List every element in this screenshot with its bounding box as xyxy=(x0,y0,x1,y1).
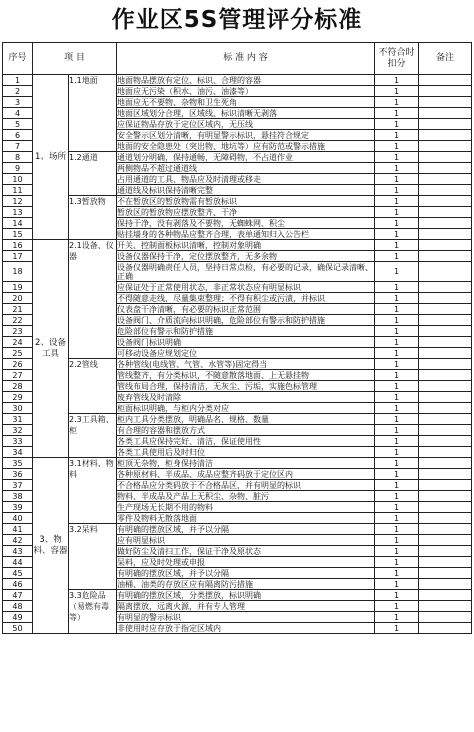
deduction-score: 1 xyxy=(375,524,419,535)
remark-cell xyxy=(419,251,472,262)
standard-content: 应保证处于正常使用状态，非正常状态应有明显标识 xyxy=(117,282,375,293)
deduction-score: 1 xyxy=(375,370,419,381)
remark-cell xyxy=(419,282,472,293)
row-number: 50 xyxy=(3,623,33,634)
row-number: 37 xyxy=(3,480,33,491)
remark-cell xyxy=(419,546,472,557)
row-number: 25 xyxy=(3,348,33,359)
deduction-score: 1 xyxy=(375,502,419,513)
standard-content: 呆料，应及时处理或申报 xyxy=(117,557,375,568)
row-number: 40 xyxy=(3,513,33,524)
standard-content: 设备仪器保持干净，定位摆放整齐，无多余物 xyxy=(117,251,375,262)
row-number: 19 xyxy=(3,282,33,293)
standard-content: 不合格品应分类码放于不合格品区，并有明显的标识 xyxy=(117,480,375,491)
standard-content: 应有明显标识 xyxy=(117,535,375,546)
standard-content: 隔离摆放，远离火源，并有专人管理 xyxy=(117,601,375,612)
standard-content: 物料、半成品及产品上无积尘、杂物、脏污 xyxy=(117,491,375,502)
row-number: 44 xyxy=(3,557,33,568)
row-number: 18 xyxy=(3,262,33,282)
table-row xyxy=(3,196,472,207)
row-number: 47 xyxy=(3,590,33,601)
standard-content: 有明确的摆放区域，并予以分隔 xyxy=(117,568,375,579)
standard-content: 柜面标识明确，与柜内分类对应 xyxy=(117,403,375,414)
standard-content: 有明确的摆放区域，分类摆放，标识明确 xyxy=(117,590,375,601)
row-number: 30 xyxy=(3,403,33,414)
remark-cell xyxy=(419,119,472,130)
row-number: 1 xyxy=(3,75,33,86)
deduction-score: 1 xyxy=(375,612,419,623)
deduction-score: 1 xyxy=(375,414,419,425)
standard-content: 危险部位有警示和防护措施 xyxy=(117,326,375,337)
remark-cell xyxy=(419,207,472,218)
table-row xyxy=(3,414,472,425)
deduction-score: 1 xyxy=(375,174,419,185)
remark-cell xyxy=(419,326,472,337)
deduction-score: 1 xyxy=(375,601,419,612)
standard-content: 应保证物品存放于定位区域内，无压线 xyxy=(117,119,375,130)
remark-cell xyxy=(419,612,472,623)
deduction-score: 1 xyxy=(375,381,419,392)
remark-cell xyxy=(419,304,472,315)
deduction-score: 1 xyxy=(375,447,419,458)
row-number: 6 xyxy=(3,130,33,141)
deduction-score: 1 xyxy=(375,557,419,568)
standard-content: 占用通道的工具、物品应及时清理或移走 xyxy=(117,174,375,185)
standard-content: 油桶、油类的存放区应有隔离防污措施 xyxy=(117,579,375,590)
standards-table xyxy=(2,42,472,634)
remark-cell xyxy=(419,130,472,141)
remark-cell xyxy=(419,370,472,381)
table-row xyxy=(3,152,472,163)
table-row xyxy=(3,240,472,251)
deduction-score: 1 xyxy=(375,185,419,196)
header-standard: 标 准 内 容 xyxy=(117,43,375,75)
row-number: 39 xyxy=(3,502,33,513)
deduction-score: 1 xyxy=(375,97,419,108)
row-number: 41 xyxy=(3,524,33,535)
deduction-score: 1 xyxy=(375,546,419,557)
remark-cell xyxy=(419,293,472,304)
standard-content: 有明确的摆放区域，并予以分隔 xyxy=(117,524,375,535)
remark-cell xyxy=(419,262,472,282)
deduction-score: 1 xyxy=(375,130,419,141)
deduction-score: 1 xyxy=(375,513,419,524)
standard-content: 开关、控制面板标识清晰，控制对象明确 xyxy=(117,240,375,251)
remark-cell xyxy=(419,359,472,370)
standard-content: 地面应无污染（积水、油污、油漆等） xyxy=(117,86,375,97)
deduction-score: 1 xyxy=(375,152,419,163)
remark-cell xyxy=(419,458,472,469)
row-number: 35 xyxy=(3,458,33,469)
remark-cell xyxy=(419,315,472,326)
deduction-score: 1 xyxy=(375,282,419,293)
standard-content: 生产现场无长期不用的物料 xyxy=(117,502,375,513)
deduction-score: 1 xyxy=(375,590,419,601)
standard-content: 管线整齐，有分类标识，不随意散落地面、上无悬挂物 xyxy=(117,370,375,381)
standard-content: 各类工具应保持完好、清洁，保证使用性 xyxy=(117,436,375,447)
deduction-score: 1 xyxy=(375,458,419,469)
subcategory-cell: 1.2通道 xyxy=(69,152,117,196)
remark-cell xyxy=(419,447,472,458)
standard-content: 做好防尘及清扫工作，保证干净及原状态 xyxy=(117,546,375,557)
standard-content: 两侧物品不超过通道线 xyxy=(117,163,375,174)
remark-cell xyxy=(419,97,472,108)
standard-content: 地面的安全隐患处（突出物、地坑等）应有防范或警示措施 xyxy=(117,141,375,152)
standard-content: 各类工具使用后及时归位 xyxy=(117,447,375,458)
subcategory-cell: 2.1设备、仪器 xyxy=(69,240,117,359)
row-number: 15 xyxy=(3,229,33,240)
row-number: 14 xyxy=(3,218,33,229)
row-number: 16 xyxy=(3,240,33,251)
deduction-score: 1 xyxy=(375,141,419,152)
row-number: 36 xyxy=(3,469,33,480)
standard-content: 设备仪器明确责任人员，坚持日常点检，有必要的记录，确保记录清晰、正确 xyxy=(117,262,373,281)
remark-cell xyxy=(419,480,472,491)
remark-cell xyxy=(419,469,472,480)
standard-content: 暂放区的暂放物应摆放整齐、干净 xyxy=(117,207,375,218)
deduction-score: 1 xyxy=(375,326,419,337)
remark-cell xyxy=(419,590,472,601)
row-number: 45 xyxy=(3,568,33,579)
standard-content: 贴挂墙身的各种物品应整齐合理，表单通知归入公告栏 xyxy=(117,229,375,240)
remark-cell xyxy=(419,75,472,86)
row-number: 49 xyxy=(3,612,33,623)
row-number: 3 xyxy=(3,97,33,108)
remark-cell xyxy=(419,108,472,119)
row-number: 38 xyxy=(3,491,33,502)
remark-cell xyxy=(419,535,472,546)
standard-content: 各种原材料、半成品、成品应整齐码放于定位区内 xyxy=(117,469,375,480)
standard-content: 管线布局合理，保持清洁，无灰尘、污垢，实施色标管理 xyxy=(117,381,375,392)
standard-content: 保持干净，没有剥落及不要物，无蜘蛛网、积尘 xyxy=(117,218,375,229)
subcategory-cell: 3.2呆料 xyxy=(69,524,117,590)
standard-content: 非使用时应存放于指定区域内 xyxy=(117,623,375,634)
row-number: 24 xyxy=(3,337,33,348)
remark-cell xyxy=(419,174,472,185)
row-number: 33 xyxy=(3,436,33,447)
deduction-score: 1 xyxy=(375,623,419,634)
remark-cell xyxy=(419,513,472,524)
subcategory-cell: 2.2管线 xyxy=(69,359,117,414)
deduction-score: 1 xyxy=(375,75,419,86)
row-number: 28 xyxy=(3,381,33,392)
deduction-score: 1 xyxy=(375,262,419,282)
header-item: 项 目 xyxy=(33,43,117,75)
row-number: 29 xyxy=(3,392,33,403)
row-number: 10 xyxy=(3,174,33,185)
remark-cell xyxy=(419,185,472,196)
deduction-score: 1 xyxy=(375,359,419,370)
row-number: 21 xyxy=(3,304,33,315)
remark-cell xyxy=(419,403,472,414)
row-number: 7 xyxy=(3,141,33,152)
standard-content: 有合理的容器和摆放方式 xyxy=(117,425,375,436)
row-number: 31 xyxy=(3,414,33,425)
standard-content: 废弃管线及时清除 xyxy=(117,392,375,403)
standard-content: 仪表盘干净清晰，有必要的标识正常范围 xyxy=(117,304,375,315)
remark-cell xyxy=(419,436,472,447)
standard-content: 通道线及标识保持清晰完整 xyxy=(117,185,375,196)
deduction-score: 1 xyxy=(375,491,419,502)
deduction-score: 1 xyxy=(375,108,419,119)
row-number: 32 xyxy=(3,425,33,436)
header-no: 序号 xyxy=(3,43,33,75)
deduction-score: 1 xyxy=(375,348,419,359)
header-score: 不符合时扣分 xyxy=(375,43,419,75)
standard-content: 地面区域划分合理，区域线、标识清晰无剥落 xyxy=(117,108,375,119)
deduction-score: 1 xyxy=(375,251,419,262)
remark-cell xyxy=(419,601,472,612)
standard-content: 各种管线(电线管、气管、水管等)固定得当 xyxy=(117,359,375,370)
standard-content: 柜顶无杂物，柜身保持清洁 xyxy=(117,458,375,469)
row-number: 22 xyxy=(3,315,33,326)
row-number: 5 xyxy=(3,119,33,130)
row-number: 12 xyxy=(3,196,33,207)
remark-cell xyxy=(419,348,472,359)
standard-content: 可移动设备应规划定位 xyxy=(117,348,375,359)
subcategory-cell: 3.1材料、物料 xyxy=(69,458,117,524)
row-number: 26 xyxy=(3,359,33,370)
row-number: 2 xyxy=(3,86,33,97)
subcategory-cell: 1.1地面 xyxy=(69,75,117,152)
deduction-score: 1 xyxy=(375,196,419,207)
row-number: 13 xyxy=(3,207,33,218)
standard-content: 设备阀门标识明确 xyxy=(117,337,375,348)
subcategory-cell: 2.3工具箱、柜 xyxy=(69,414,117,458)
remark-cell xyxy=(419,414,472,425)
row-number: 46 xyxy=(3,579,33,590)
table-row xyxy=(3,458,472,469)
deduction-score: 1 xyxy=(375,119,419,130)
remark-cell xyxy=(419,86,472,97)
deduction-score: 1 xyxy=(375,392,419,403)
standard-content: 不在暂放区的暂放物需有暂放标识 xyxy=(117,196,375,207)
subcategory-cell: 1.3暂放物 xyxy=(69,196,117,240)
deduction-score: 1 xyxy=(375,568,419,579)
table-body xyxy=(3,75,472,634)
remark-cell xyxy=(419,568,472,579)
standard-content: 有明显的警示标识 xyxy=(117,612,375,623)
remark-cell xyxy=(419,152,472,163)
deduction-score: 1 xyxy=(375,436,419,447)
standard-content: 地面应无不要物、杂物和卫生死角 xyxy=(117,97,375,108)
standard-content: 安全警示区划分清晰，有明显警示标识，悬挂符合规定 xyxy=(117,130,375,141)
row-number: 43 xyxy=(3,546,33,557)
deduction-score: 1 xyxy=(375,579,419,590)
row-number: 8 xyxy=(3,152,33,163)
standard-content: 柜内工具分类摆放，明确品名、规格、数量 xyxy=(117,414,375,425)
standard-content: 不得随意走线，尽量集束整理；不得有积尘或污渍，并标识 xyxy=(117,293,375,304)
remark-cell xyxy=(419,240,472,251)
remark-cell xyxy=(419,425,472,436)
deduction-score: 1 xyxy=(375,425,419,436)
row-number: 4 xyxy=(3,108,33,119)
deduction-score: 1 xyxy=(375,207,419,218)
remark-cell xyxy=(419,196,472,207)
deduction-score: 1 xyxy=(375,304,419,315)
table-row xyxy=(3,359,472,370)
row-number: 48 xyxy=(3,601,33,612)
deduction-score: 1 xyxy=(375,163,419,174)
remark-cell xyxy=(419,229,472,240)
deduction-score: 1 xyxy=(375,229,419,240)
deduction-score: 1 xyxy=(375,480,419,491)
deduction-score: 1 xyxy=(375,403,419,414)
remark-cell xyxy=(419,524,472,535)
standard-content: 通道划分明确，保持通畅，无障碍物，不占道作业 xyxy=(117,152,375,163)
standard-content: 地面物品摆放有定位、标识、合理的容器 xyxy=(117,75,375,86)
row-number: 23 xyxy=(3,326,33,337)
deduction-score: 1 xyxy=(375,293,419,304)
table-row xyxy=(3,75,472,86)
document-title: 作业区5S管理评分标准 xyxy=(111,7,363,33)
table-row xyxy=(3,524,472,535)
table-row xyxy=(3,590,472,601)
deduction-score: 1 xyxy=(375,315,419,326)
standard-content: 设备阀门、介质流向标识明确，危险部位有警示和防护措施 xyxy=(117,315,375,326)
deduction-score: 1 xyxy=(375,337,419,348)
category-cell: 2、设备工具 xyxy=(33,240,69,458)
row-number: 17 xyxy=(3,251,33,262)
deduction-score: 1 xyxy=(375,240,419,251)
deduction-score: 1 xyxy=(375,535,419,546)
remark-cell xyxy=(419,557,472,568)
category-cell: 1、场所 xyxy=(33,75,69,240)
remark-cell xyxy=(419,381,472,392)
row-number: 27 xyxy=(3,370,33,381)
deduction-score: 1 xyxy=(375,469,419,480)
row-number: 9 xyxy=(3,163,33,174)
remark-cell xyxy=(419,141,472,152)
deduction-score: 1 xyxy=(375,86,419,97)
category-cell: 3、物料、容器 xyxy=(33,458,69,634)
remark-cell xyxy=(419,491,472,502)
table-header-row xyxy=(3,43,472,75)
standard-content: 零件及物料无散落地面 xyxy=(117,513,375,524)
deduction-score: 1 xyxy=(375,218,419,229)
remark-cell xyxy=(419,218,472,229)
remark-cell xyxy=(419,163,472,174)
row-number: 42 xyxy=(3,535,33,546)
row-number: 20 xyxy=(3,293,33,304)
remark-cell xyxy=(419,392,472,403)
row-number: 11 xyxy=(3,185,33,196)
header-remark: 备注 xyxy=(419,43,472,75)
remark-cell xyxy=(419,579,472,590)
remark-cell xyxy=(419,623,472,634)
remark-cell xyxy=(419,337,472,348)
remark-cell xyxy=(419,502,472,513)
subcategory-cell: 3.3危险品（易燃有毒等） xyxy=(69,590,117,634)
row-number: 34 xyxy=(3,447,33,458)
